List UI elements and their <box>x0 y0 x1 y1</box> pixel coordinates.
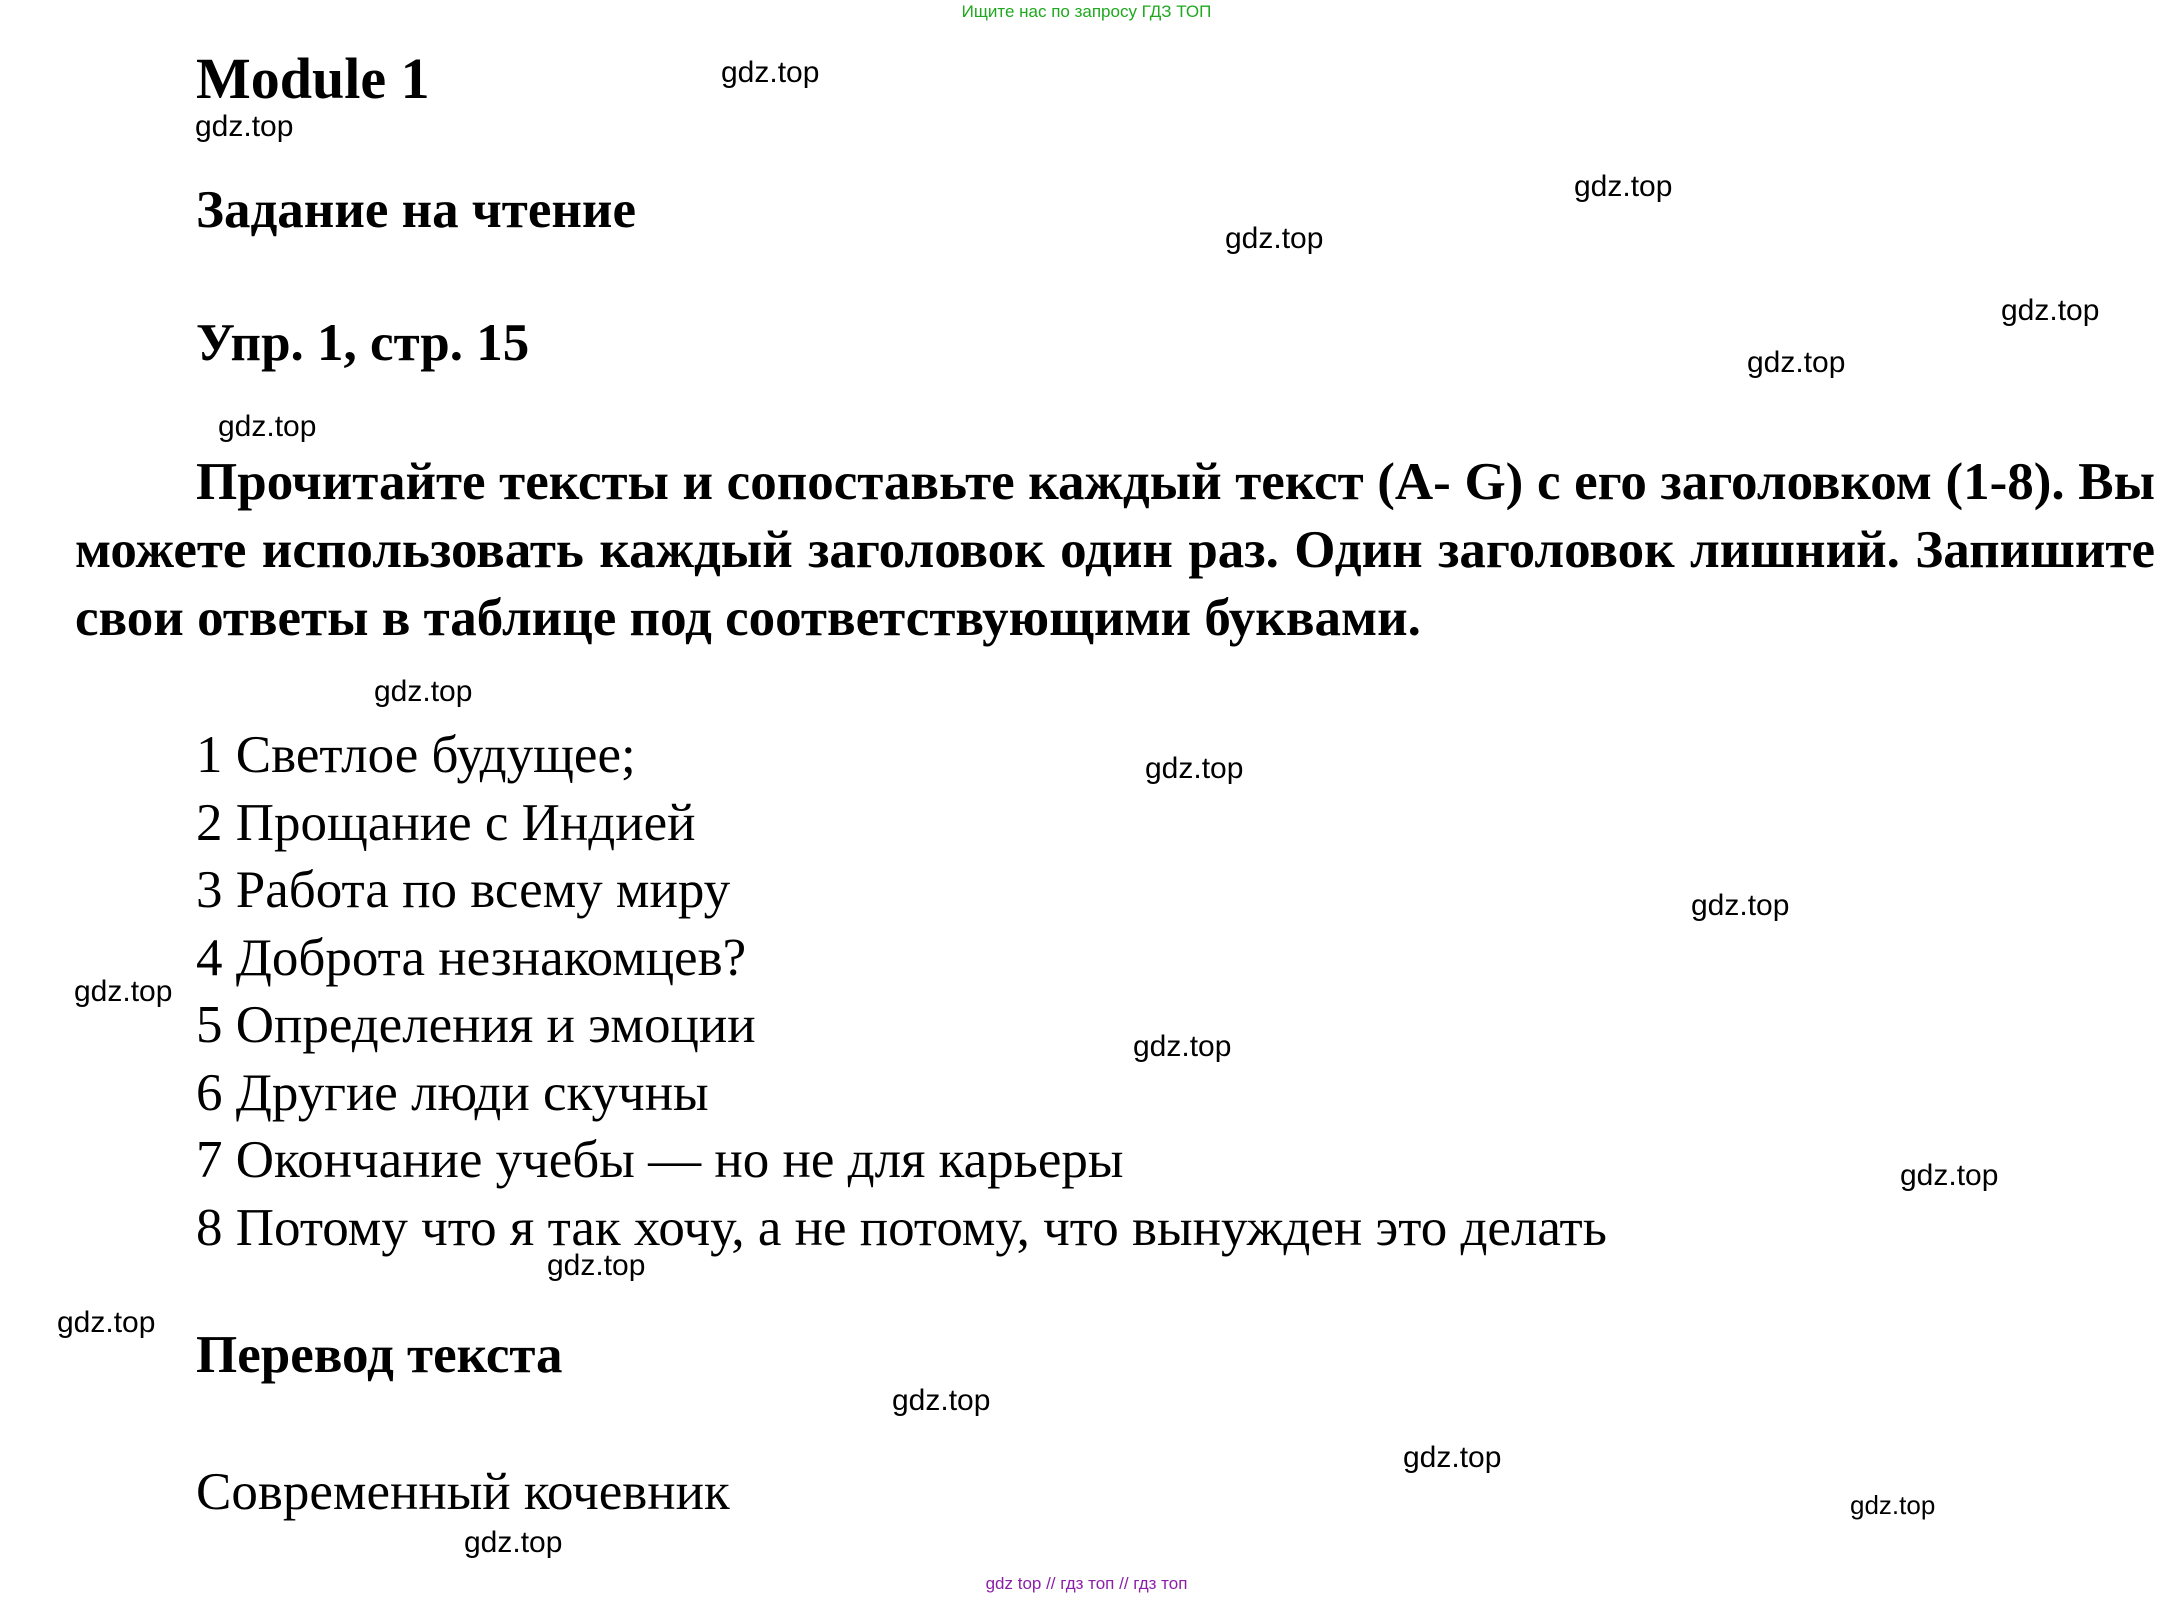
top-banner: Ищите нас по запросу ГДЗ ТОП <box>961 2 1212 21</box>
watermark: gdz.top <box>892 1384 991 1417</box>
watermark: gdz.top <box>1574 170 1673 203</box>
heading-item-1: 1 Светлое будущее; <box>196 726 636 784</box>
watermark: gdz.top <box>374 675 473 708</box>
section-title: Задание на чтение <box>196 181 636 239</box>
exercise-title: Упр. 1, стр. 15 <box>196 314 530 372</box>
translation-title: Перевод текста <box>196 1326 563 1384</box>
exercise-instruction: Прочитайте тексты и сопоставьте каждый текст (A- G) с его заголовком (1-8). Вы можете использовать каждый заголовок один раз. Один заголовок лишний. Запишите свои ответы в таблице под соответствующими буквами. <box>75 453 2155 647</box>
heading-item-8: 8 Потому что я так хочу, а не потому, что вынужден это делать <box>196 1198 1607 1257</box>
watermark: gdz.top <box>1225 222 1324 255</box>
heading-item-2: 2 Прощание с Индией <box>196 793 696 852</box>
watermark: gdz.top <box>1900 1159 1999 1192</box>
watermark: gdz.top <box>1403 1441 1502 1474</box>
watermark: gdz.top <box>1133 1030 1232 1063</box>
watermark: gdz.top <box>464 1526 563 1559</box>
bottom-banner: gdz top // гдз топ // гдз топ <box>985 1574 1188 1593</box>
watermark: gdz.top <box>195 110 294 143</box>
watermark: gdz.top <box>721 56 820 89</box>
watermark: gdz.top <box>1747 346 1846 379</box>
watermark: gdz.top <box>57 1306 156 1339</box>
heading-item-3: 3 Работа по всему миру <box>196 861 731 919</box>
heading-item-4: 4 Доброта незнакомцев? <box>196 928 747 987</box>
headings-list <box>196 722 1607 1262</box>
watermark: gdz.top <box>74 975 173 1008</box>
watermark: gdz.top <box>1850 1490 1936 1520</box>
watermark: gdz.top <box>1145 752 1244 785</box>
watermark: gdz.top <box>1691 889 1790 922</box>
watermark: gdz.top <box>218 410 317 443</box>
watermark: gdz.top <box>547 1249 646 1282</box>
heading-item-5: 5 Определения и эмоции <box>196 996 756 1054</box>
heading-item-6: 6 Другие люди скучны <box>196 1063 709 1122</box>
heading-item-7: 7 Окончание учебы — но не для карьеры <box>196 1131 1124 1189</box>
text-title: Современный кочевник <box>196 1463 730 1521</box>
watermark: gdz.top <box>2001 294 2100 327</box>
module-title: Module 1 <box>196 46 430 111</box>
